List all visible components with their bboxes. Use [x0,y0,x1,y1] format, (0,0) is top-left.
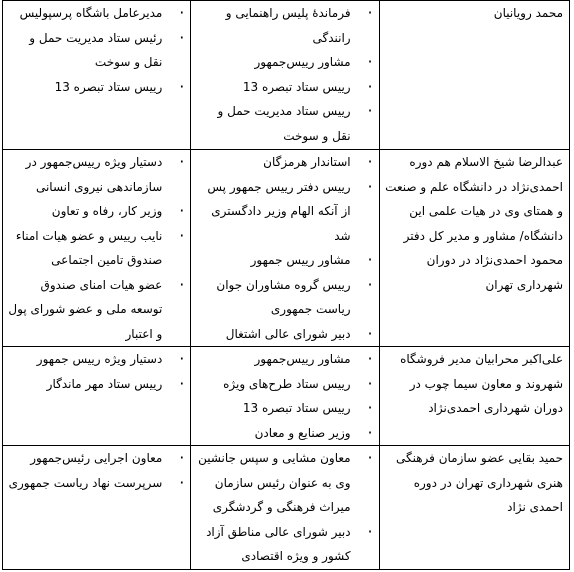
positions-list [195,446,372,569]
list-item: · دبیر شورای عالی اشتغال [195,322,372,347]
positions-list [195,1,372,148]
list-item: · رییس ستاد مدیریت حمل و نقل و سوخت [195,99,372,148]
list-item: · مدیرعامل باشگاه پرسپولیس [7,1,184,26]
list-item: · رییس ستاد تبصره 13 [7,75,184,100]
list-item: · مشاور رییس‌جمهور [195,50,372,75]
positions-cell [191,150,379,347]
table-row [3,446,570,570]
officials-table [2,0,570,570]
list-item: · رییس ستاد مهر ماندگار [7,372,184,397]
list-item: · رییس ستاد تبصره 13 [195,75,372,100]
list-item: · معاون اجرایی رئیس‌جمهور [7,446,184,471]
list-item: · مشاور رییس جمهور [195,248,372,273]
list-item: · رییس ستاد طرح‌های ویژه [195,372,372,397]
person-name: حمید بقایی عضو سازمان فرهنگی هنری شهرداری تهران در دوره احمدی نژاد [395,451,563,514]
list-item: · وزیر صنایع و معادن [195,421,372,446]
positions-list [7,446,184,495]
person-name-cell [379,150,569,347]
table-row [3,1,570,150]
positions-list [195,347,372,445]
table-row [3,347,570,446]
list-item: · استاندار هرمزگان [195,150,372,175]
list-item: · سرپرست نهاد ریاست جمهوری [7,471,184,496]
list-item: · دستیار ویژه رییس جمهور [7,347,184,372]
positions-list [7,1,184,99]
list-item: · وزیر کار، رفاه و تعاون [7,199,184,224]
list-item: · نایب رییس و عضو هیات امناء صندوق تامین اجتماعی [7,224,184,273]
positions-list [7,150,184,346]
list-item: · رییس گروه مشاوران جوان ریاست جمهوری [195,273,372,322]
person-name-cell [379,1,569,150]
person-name: عبدالرضا شیخ الاسلام هم دوره احمدی‌نژاد در دانشگاه علم و صنعت و همتای وی در هیات علمی این دانشگاه/ مشاور و مدیر کل دفتر محمود احمدی‌نژاد در دوران شهرداری تهران [385,155,563,292]
positions-list [195,150,372,346]
positions-cell [191,347,379,446]
positions-cell [191,1,379,150]
person-name: علی‌اکبر محرابیان مدیر فروشگاه شهروند و معاون سیما چوب در دوران شهرداری احمدی‌نژاد [400,352,563,415]
positions-cell [3,347,191,446]
list-item: · رئیس ستاد مدیریت حمل و نقل و سوخت [7,26,184,75]
list-item: · دبیر شورای عالی مناطق آزاد کشور و ویژه اقتصادی [195,520,372,569]
positions-cell [3,1,191,150]
positions-cell [3,150,191,347]
list-item: · عضو هیات امنای صندوق توسعه ملی و عضو شورای پول و اعتبار [7,273,184,347]
person-name: محمد رویانیان [493,6,563,20]
positions-cell [191,446,379,570]
list-item: · دستیار ویژه رییس‌جمهور در سازماندهی نیروی انسانی [7,150,184,199]
positions-list [7,347,184,396]
person-name-cell [379,347,569,446]
list-item: · مشاور رییس‌جمهور [195,347,372,372]
person-name-cell [379,446,569,570]
table-row [3,150,570,347]
list-item: · رییس ستاد تبصره 13 [195,396,372,421]
list-item: · رییس دفتر رییس جمهور پس از آنکه الهام وزیر دادگستری شد [195,175,372,249]
list-item: · معاون مشایی و سپس جانشین وی به عنوان رئیس سازمان میراث فرهنگی و گردشگری [195,446,372,520]
list-item: · فرماندهٔ پلیس راهنمایی و رانندگی [195,1,372,50]
positions-cell [3,446,191,570]
